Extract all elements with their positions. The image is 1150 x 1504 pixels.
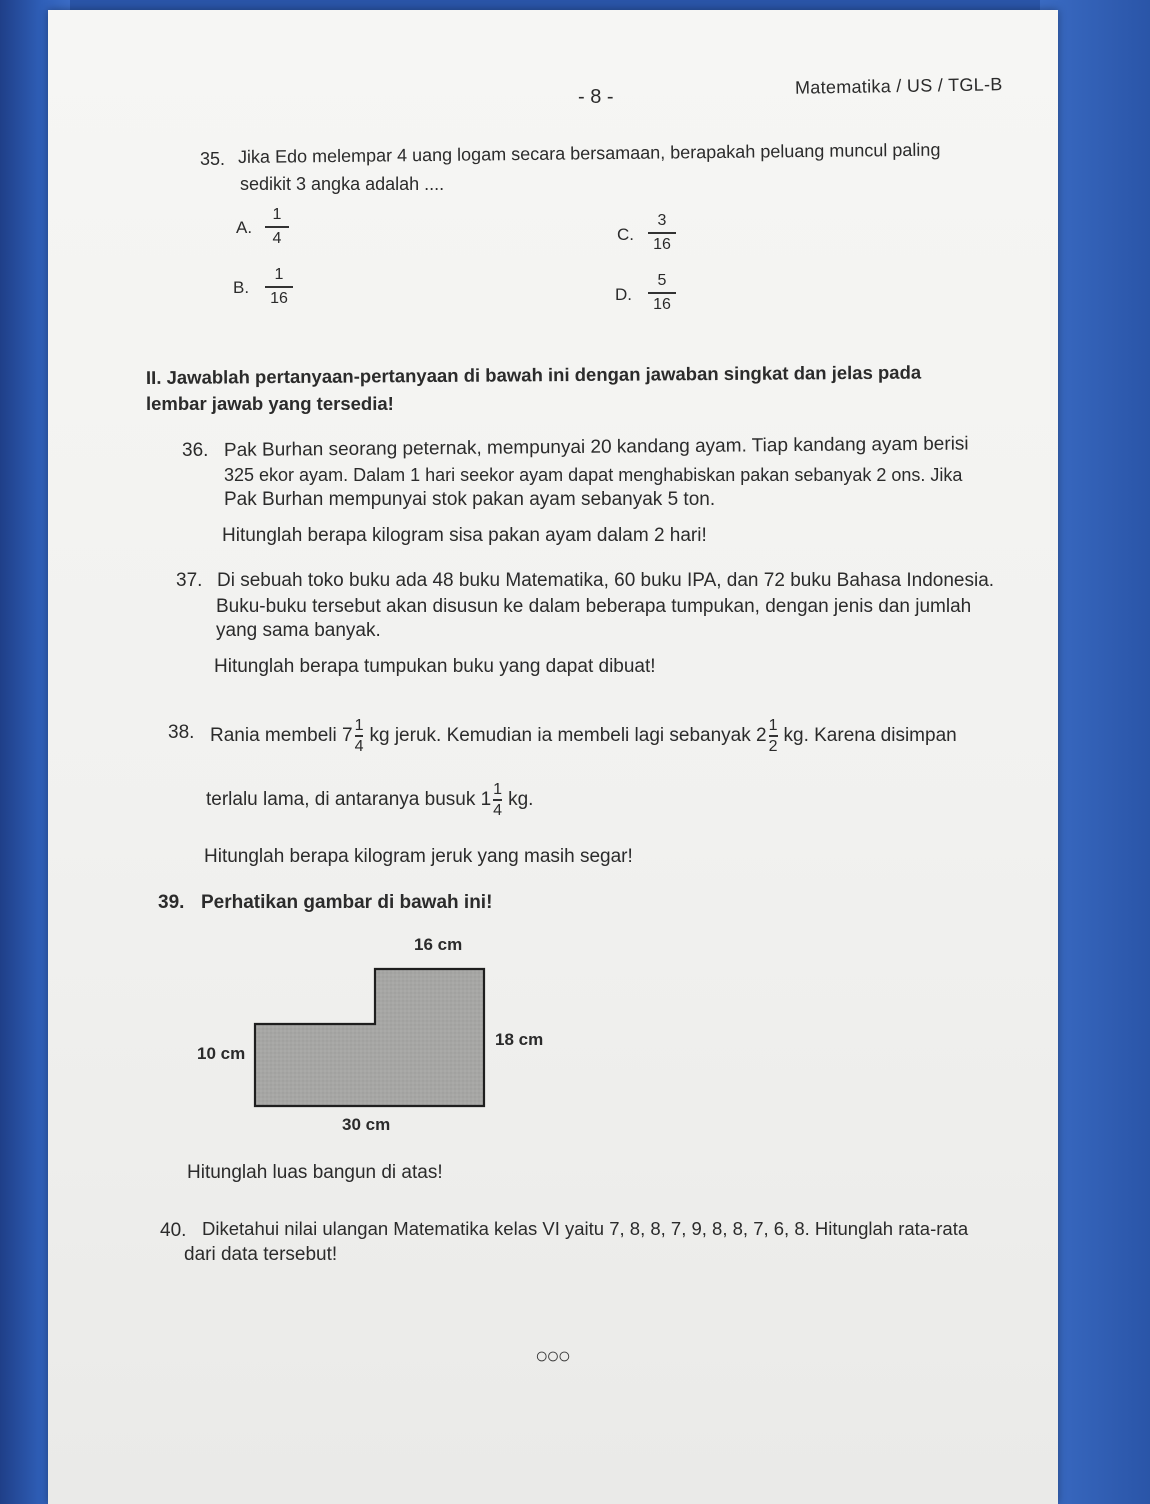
fraction-one-quarter: $\frac{1}{4}$ <box>354 717 364 755</box>
option-c-fraction: 3 16 <box>648 212 676 254</box>
section-ii-line-2: lembar jawab yang tersedia! <box>146 393 394 414</box>
question-text-line-2: Buku-buku tersebut akan disusun ke dalam beberapa tumpukan, dengan jenis dan jumlah <box>216 596 972 617</box>
question-text-line-1: Diketahui nilai ulangan Matematika kelas VI yaitu 7, 8, 8, 7, 9, 8, 8, 7, 6, 8. Hitunglah rata-rata <box>202 1218 969 1239</box>
exam-page <box>48 10 1058 1504</box>
fraction-one-half: $\frac{1}{2}$ <box>768 717 778 755</box>
question-text-line-1: Rania membeli 7 $\frac{1}{4}$ kg jeruk. Kemudian ia membeli lagi sebanyak 2 $\frac{1}{2}$ kg. Karena disimpan <box>210 717 957 755</box>
question-text-line-3: yang sama banyak. <box>216 620 381 641</box>
end-ornament: ○○○ <box>535 1343 569 1368</box>
label-bottom-width: 30 cm <box>342 1115 391 1134</box>
label-top-width: 16 cm <box>414 935 463 954</box>
question-text-line-2: sedikit 3 angka adalah .... <box>240 174 445 194</box>
option-b-label: B. <box>233 278 250 297</box>
question-text-line-2: dari data tersebut! <box>184 1244 338 1265</box>
label-right-height: 18 cm <box>495 1030 544 1049</box>
question-number: 39. <box>158 892 185 913</box>
question-number: 38. <box>168 722 195 743</box>
option-a-fraction: 1 4 <box>265 206 289 248</box>
question-text-line-3: Pak Burhan mempunyai stok pakan ayam sebanyak 5 ton. <box>224 489 716 510</box>
question-39-prompt: Hitunglah luas bangun di atas! <box>187 1162 443 1183</box>
option-a-label: A. <box>236 218 253 237</box>
page-number: - 8 - <box>578 86 614 108</box>
composite-shape-figure <box>250 960 490 1110</box>
section-ii-line-1: II. Jawablah pertanyaan-pertanyaan di bawah ini dengan jawaban singkat dan jelas pada <box>145 361 922 388</box>
question-text-line-4: Hitunglah berapa kilogram sisa pakan ayam dalam 2 hari! <box>222 525 707 546</box>
question-number: 36. <box>182 440 209 461</box>
option-b-fraction: 1 16 <box>265 266 293 308</box>
option-c-label: C. <box>617 225 634 244</box>
l-shape-polygon <box>255 969 484 1106</box>
option-d-fraction: 5 16 <box>648 272 676 314</box>
question-text-line-4: Hitunglah berapa tumpukan buku yang dapat dibuat! <box>214 656 656 677</box>
label-left-height: 10 cm <box>197 1044 246 1063</box>
question-text-line-1: Jika Edo melempar 4 uang logam secara bersamaan, berapakah peluang muncul paling <box>237 139 941 167</box>
question-title: Perhatikan gambar di bawah ini! <box>201 892 493 913</box>
section-ii-instructions <box>145 361 922 417</box>
question-number: 35. <box>200 149 226 169</box>
fraction-one-quarter: $\frac{1}{4}$ <box>493 781 503 819</box>
question-text-line-1: Di sebuah toko buku ada 48 buku Matematika, 60 buku IPA, dan 72 buku Bahasa Indonesia. <box>217 570 995 591</box>
option-d-label: D. <box>615 285 632 304</box>
question-text-line-1: Pak Burhan seorang peternak, mempunyai 20 kandang ayam. Tiap kandang ayam berisi <box>223 433 969 461</box>
page-header-subject: Matematika / US / TGL-B <box>794 74 1003 98</box>
question-text-line-2: terlalu lama, di antaranya busuk 1 $\frac{1}{4}$ kg. <box>206 781 534 819</box>
question-number: 40. <box>160 1220 187 1241</box>
question-number: 37. <box>176 570 203 591</box>
question-text-line-2: 325 ekor ayam. Dalam 1 hari seekor ayam dapat menghabiskan pakan sebanyak 2 ons. Jika <box>224 465 963 485</box>
question-text-line-3: Hitunglah berapa kilogram jeruk yang masih segar! <box>204 846 633 867</box>
